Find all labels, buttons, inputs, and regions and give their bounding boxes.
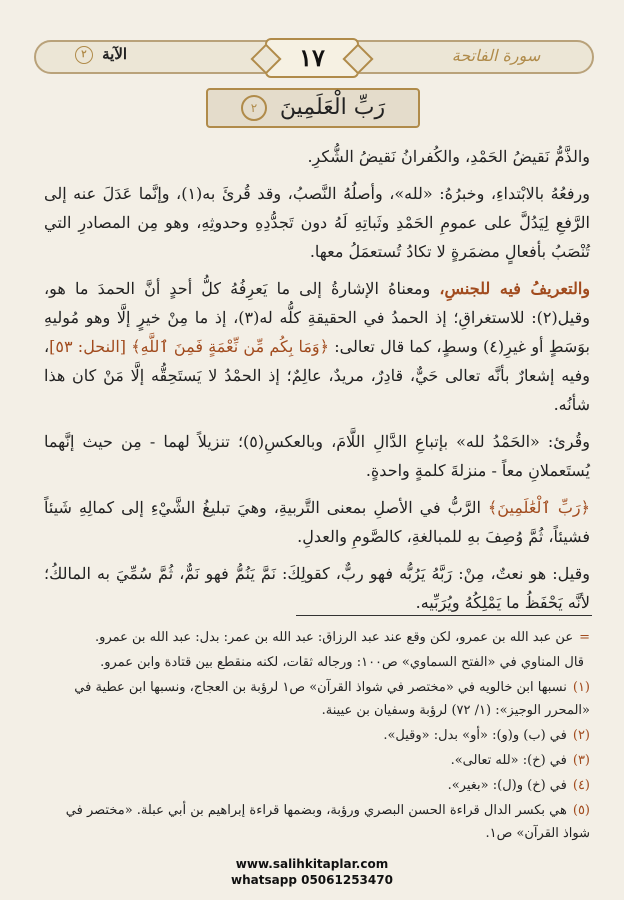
footnote-text: في (خ) و(ل): «بغير». — [447, 778, 567, 793]
footnote — [44, 651, 590, 674]
verse-banner — [206, 88, 420, 128]
footnote-text: هي بكسر الدال قراءة الحسن البصري ورؤبة، وبضمها قراءة إبراهيم بن أبي عبلة. «مختصر في شواذ القرآن» ص١. — [65, 803, 590, 841]
quran-quote: ﴿وَمَا بِكُم مِّن نِّعْمَةٍ فَمِنَ ٱللَّهِ﴾ — [131, 337, 330, 356]
footnote-separator — [296, 615, 592, 616]
footnote-mark: (٤) — [572, 778, 590, 793]
footnote-mark: (١) — [572, 680, 590, 695]
quran-reference: [النحل: ٥٣] — [49, 337, 132, 356]
paragraph-6: وقيل: هو نعتٌ، مِنْ: رَبَّهُ يَرُبُّه فهو ربٌّ، كقولِكَ: نَمَّ يَنُمُّ فهو نَمٌّ، ثُمَّ سُمِّيَ به المالكُ؛ لأنَّه يَحْفَظُ ما يَمْلِكُهُ ويُرَبِّيه. — [44, 564, 590, 612]
footnote-text: قال المناوي في «الفتح السماوي» ص١٠٠: ورجاله ثقات، لكنه منقطع بين قتادة وابن عمرو. — [100, 655, 584, 670]
watermark — [210, 856, 414, 888]
footnote-text: في (ب) و(و): «أو» بدل: «وقيل». — [383, 728, 567, 743]
footnote — [44, 676, 590, 722]
footnote — [44, 749, 590, 772]
paragraph-5-text: الرَّبُّ في الأصلِ بمعنى التَّربيةِ، وهيَ تبليغُ الشَّيْءِ إلى كمالِهِ شَيئاً فشيئاً، ثُمَّ وُصِفَ بهِ للمبالغةِ، كالصَّومِ والعدلِ. — [44, 498, 590, 546]
paragraph-3-end: ، وفيه إشعارٌ بأنَّه تعالى حَيٌّ، قادِرٌ، مريدٌ، عالِمٌ؛ إذ الحمْدُ لا يَستَحِقُّه إلَّا مَنْ كان هذا شأنُه. — [44, 337, 590, 414]
verse-number-badge: ٢ — [241, 95, 267, 121]
footnote-mark: = — [579, 630, 590, 645]
paragraph-5-quran: ﴿رَبِّ ٱلْعَٰلَمِينَ﴾ — [487, 498, 590, 517]
paragraph-3 — [44, 274, 590, 419]
paragraph-4: وقُرئ: «الحَمْدُ لله» بإتباعِ الدَّالِ اللَّامَ، وبالعكسِ(٥)؛ تنزيلاً لهما - مِن حيث إنَّهما يُستَعملانِ معاً - منزلةَ كلمةٍ واحدةٍ. — [44, 432, 591, 480]
commentary-body — [44, 142, 590, 625]
paragraph-1: والذَّمُّ نَقيضُ الحَمْدِ، والكُفرانُ نَقيضُ الشُّكرِ. — [307, 147, 590, 166]
footnote — [44, 774, 590, 797]
watermark-site: www.salihkitaplar.com — [235, 857, 389, 871]
paragraph-3-heading: والتعريفُ فيه للجنسِ، — [439, 279, 590, 298]
footnote — [44, 724, 590, 747]
page-number: ١٧ — [265, 38, 359, 78]
footnotes — [44, 626, 590, 847]
footnote — [44, 799, 590, 845]
paragraph-5 — [44, 493, 590, 551]
footnote-text: نسبها ابن خالويه في «مختصر في شواذ القرآن» ص١ لرؤبة بن العجاج، ونسبها ابن عطية في «المحرر الوجيز»: (١/ ٧٢) لرؤبة وسفيان بن عيينة. — [74, 680, 590, 718]
footnote — [44, 626, 590, 649]
sura-title: سورة الفاتحة — [451, 46, 541, 65]
watermark-phone: whatsapp 05061253470 — [231, 873, 393, 887]
footnote-text: عن عبد الله بن عمرو، لكن وقع عند عبد الرزاق: عبد الله بن عمر: بدل: عبد الله بن عمرو. — [95, 630, 574, 645]
footnote-mark: (٢) — [572, 728, 590, 743]
paragraph-3-text: ومعناهُ الإشارةُ إلى ما يَعرِفُهُ كلُّ أحدٍ أنَّ الحمدَ ما هو، وقيل(٢): للاستغراقِ؛ إذ الحمدُ في الحقيقةِ كلُّه له(٣)، إذ ما مِنْ خيرٍ إلَّا وهو مُوليهِ بوَسَطٍ أو غيرِ(٤) وسطٍ، كما قال تعالى: — [44, 279, 591, 356]
verse-banner-text: رَبِّ الْعَلَمِينَ — [279, 95, 386, 120]
ayah-label-text: الآية — [102, 45, 128, 63]
footnote-mark: (٥) — [572, 803, 590, 818]
paragraph-2: ورفعُهُ بالابْتداءِ، وخبرُهُ: «لله»، وأصلُهُ النَّصبُ، وقد قُرئَ به(١)، وإنَّما عَدَلَ عنه إلى الرَّفعِ لِيَدُلَّ على عمومِ الحَمْدِ وثَباتِهِ لَهُ دون تَجدُّدِهِ وحدوثِهِ، وهو مِن المصادرِ التي تُنْصَبُ بأفعالٍ مضمَرةٍ لا تكادُ تُستعمَلُ معها. — [44, 184, 590, 261]
footnote-text: في (خ): «لله تعالى». — [450, 753, 567, 768]
ayah-number-badge: ٢ — [75, 46, 93, 64]
ayah-label — [56, 45, 146, 69]
footnote-mark: (٣) — [572, 753, 590, 768]
